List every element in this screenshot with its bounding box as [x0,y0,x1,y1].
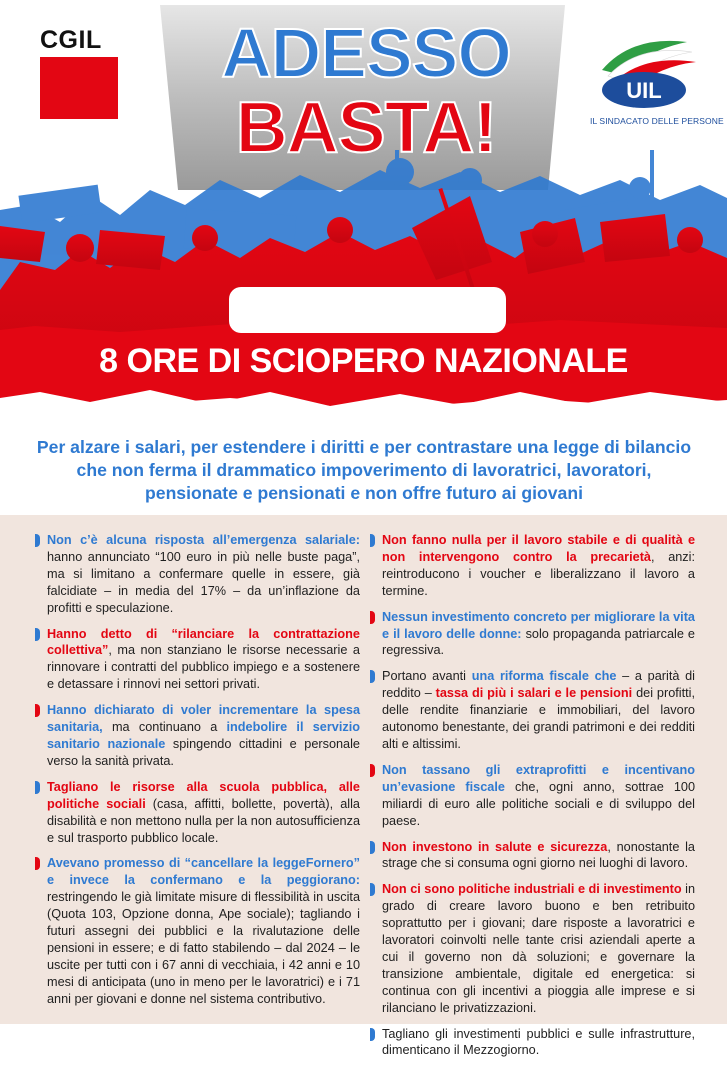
highlight-text: Avevano promesso di “cancellare la leggeFornero” e invece la confermano e la peggiorano: [47,856,360,888]
paragraph-item [370,532,695,600]
body-text: Portano avanti [382,669,472,684]
title-adesso: ADESSO [221,14,511,92]
body-text: – a parità di reddito – [382,669,695,701]
bullet-marker [35,781,40,794]
paragraph-item [370,881,695,1016]
body-text: in grado di creare lavoro buono e ben retribuito soprattutto per i giovani; dare risposte a lavoratrici e lavoratori coinvolti nelle tante crisi aziendali aperte a cui il governo non dà soluzioni; e governare la transizione ambientale, digitale ed energetica: si continua con gli incentivi a pioggia alle imprese e si rilanciano le privatizzazioni. [382,882,696,1015]
highlight-text: Non ci sono politiche industriali e di investimento [382,882,682,897]
bullet-marker [370,841,375,854]
paragraph-item [35,779,360,847]
body-text: hanno annunciato “100 euro in più nelle buste paga”, ma si limitano a confermare quelle in essere, già falcidiate – in media del 17% – da un’inflazione da profitti e speculazione. [47,549,360,615]
paragraph-item [35,626,360,694]
strike-title: 8 ORE DI SCIOPERO NAZIONALE [99,342,628,380]
subtitle: Per alzare i salari, per estendere i diritti e per contrastare una legge di bilancio che non ferma il drammatico impoverimento di lavoratrici, lavoratori, pensionate e pensionati e non offre futuro ai giovani [36,437,692,503]
uil-tagline: IL SINDACATO DELLE PERSONE [590,116,724,126]
bullet-marker [370,611,375,624]
body-text: , ma non stanziano le risorse necessarie a rinnovare i contratti del pubblico impiego e a sostenere e detassare i rinnovi nei settori privati. [47,643,360,692]
paragraph-item [370,839,695,873]
body-text: spingendo cittadini e personale verso la sanità privata. [47,736,360,768]
paragraph-item [370,609,695,660]
body-text: Tagliano gli investimenti pubblici e sulle infrastrutture, dimenticano il Mezzogiorno. [382,1026,695,1058]
uil-logo-text: UIL [626,78,662,103]
title-basta: BASTA! [235,88,497,168]
bullet-marker [370,883,375,896]
body-text: , nonostante la strage che si consuma ogni giorno nei luoghi di lavoro. [382,839,695,871]
body-text: ma continuano a [102,720,227,735]
highlight-text: una riforma fiscale che [471,669,617,684]
body-text: restringendo le già limitate misure di flessibilità in uscita (Quota 103, Opzione donna, Ape sociale); tagliando i futuri assegni dei pubblici e la rivalutazione delle pensioni in essere; e di fatto stabilendo – dal 2024 – le uscite per tutti con i 67 anni di vecchiaia, i 42 anni e 10 mesi di anticipata (uno in meno per le lavoratrici) e i 71 anni per giovani e donne nel sistema contributivo. [47,890,360,1006]
bullet-marker [370,764,375,777]
highlight-text: Hanno detto di “rilanciare la contrattazione collettiva” [47,626,360,658]
highlight-text: indebolire il servizio sanitario nazionale [47,720,360,751]
bullet-marker [370,534,375,547]
highlight-text: tassa di più i salari e le pensioni [435,686,633,701]
bullet-marker [35,857,40,870]
paragraph-item [35,532,360,617]
left-column [35,532,360,1017]
bullet-marker [370,1028,375,1041]
body-text: dei profitti, delle rendite finanziarie e immobiliari, del lavoro autonomo benestante, dei grandi patrimoni e dei redditi alti e altissimi. [382,686,695,751]
bullet-marker [370,670,375,683]
highlight-text: Hanno dichiarato di voler incrementare la spesa sanitaria, [47,703,360,735]
uil-emblem [592,30,702,112]
highlight-text: Non c’è alcuna risposta all’emergenza salariale: [47,533,360,547]
highlight-text: Non fanno nulla per il lavoro stabile e di qualità e non intervengono contro la precarietà [382,533,695,564]
paragraph-item [35,702,360,770]
body-text: che, ogni anno, sottrae 100 miliardi di euro alle politiche sociali e di sviluppo del paese. [382,779,695,828]
bullet-marker [35,704,40,717]
body-text: (casa, affitti, bollette, povertà), alla disabilità e non mettono nulla per la non autosufficienza e sul trasporto pubblico locale. [47,796,360,845]
paragraph-item [35,855,360,1007]
uil-logo [590,30,724,130]
paragraph-item [370,762,695,830]
right-column [370,532,695,1068]
cgil-red-square [40,57,118,119]
bullet-marker [35,628,40,641]
body-text: , anzi: reintroducono i voucher e liberalizzano il lavoro a termine. [382,549,695,598]
cgil-logo [40,28,120,123]
highlight-text: Tagliano le risorse alla scuola pubblica, alle politiche sociali [47,779,360,811]
paragraph-item [370,668,695,753]
highlight-text: Non investono in salute e sicurezza [382,839,608,854]
highlight-text: Nessun investimento concreto per migliorare la vita e il lavoro delle donne: [382,609,695,641]
body-text: solo propaganda patriarcale e regressiva. [382,626,695,658]
cgil-logo-text: CGIL [40,26,102,54]
date-placeholder-box [229,287,506,333]
highlight-text: Non tassano gli extraprofitti e incentivano un’evasione fiscale [382,762,695,794]
paragraph-item [370,1026,695,1060]
bullet-marker [35,534,40,547]
